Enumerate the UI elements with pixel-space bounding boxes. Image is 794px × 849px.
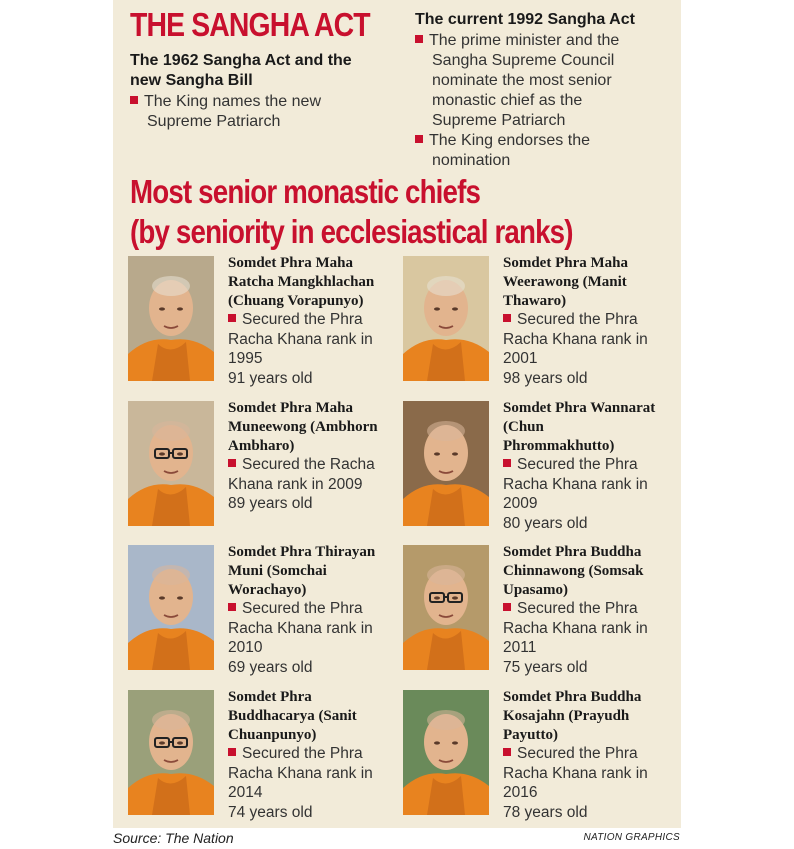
bullet-square xyxy=(228,748,236,756)
chief-name-line: Ratcha Mangkhlachan xyxy=(228,274,375,290)
chief-name-line: Kosajahn (Prayudh xyxy=(503,708,630,724)
chief-name-line: Muni (Somchai xyxy=(228,563,327,579)
source-note: Source: The Nation xyxy=(113,830,234,846)
bullet-square xyxy=(503,603,511,611)
chief-name-line: Chuanpunyo) xyxy=(228,727,317,743)
chief-name-line: Upasamo) xyxy=(503,582,569,598)
bullet-square xyxy=(228,459,236,467)
chief-detail-line: 2014 xyxy=(228,784,263,801)
chief-detail-line: 2010 xyxy=(228,639,263,656)
chief-age: 80 years old xyxy=(503,514,588,532)
portrait-elderly-monk xyxy=(128,256,214,381)
chief-name-line: Ambharo) xyxy=(228,438,295,454)
bullet-square xyxy=(415,135,423,143)
bullet-square xyxy=(503,748,511,756)
portrait-elderly-monk xyxy=(403,256,489,381)
chief-name-line: Somdet Phra Buddha xyxy=(503,689,642,705)
chief-name-line: (Chuang Vorapunyo) xyxy=(228,293,364,309)
bullet-square xyxy=(503,459,511,467)
bullet-square xyxy=(415,35,423,43)
portrait-monk xyxy=(403,401,489,526)
chief-name-line: Chinnawong (Somsak xyxy=(503,563,644,579)
bullet-square xyxy=(503,314,511,322)
chief-age: 69 years old xyxy=(228,658,313,676)
title-line: (by seniority in ecclesiastical ranks) xyxy=(130,213,573,250)
chief-name-line: Phrommakhutto) xyxy=(503,438,615,454)
chief-age: 91 years old xyxy=(228,369,313,387)
chief-detail xyxy=(503,310,703,388)
chief-name xyxy=(228,543,428,600)
section-heading-1992: The current 1992 Sangha Act xyxy=(415,11,635,28)
bullet-text: The prime minister and the xyxy=(429,32,620,49)
chief-detail-line: Secured the Phra xyxy=(503,310,703,330)
chief-age: 74 years old xyxy=(228,803,313,821)
chief-detail xyxy=(228,599,428,677)
graphics-credit: NATION GRAPHICS xyxy=(583,832,680,843)
chief-name-line: Somdet Phra Maha xyxy=(228,255,353,271)
chief-name-line: Somdet Phra Maha xyxy=(503,255,628,271)
chief-name xyxy=(228,254,428,311)
chief-detail-line: Racha Khana rank in xyxy=(228,619,373,637)
bullet-square xyxy=(228,603,236,611)
chief-detail-line: Secured the Phra xyxy=(503,455,703,475)
portrait-monk-glasses xyxy=(128,690,214,815)
bullet-1992-nominate xyxy=(415,31,619,171)
bullet-square xyxy=(130,96,138,104)
chief-detail-line: 2016 xyxy=(503,784,538,801)
chief-name-line: Somdet Phra Maha xyxy=(228,400,353,416)
bullet-square xyxy=(228,314,236,322)
chief-name-line: Somdet Phra Thirayan xyxy=(228,544,376,560)
chief-name xyxy=(503,399,703,456)
chief-detail-line: 1995 xyxy=(228,350,263,367)
page-title: THE SANGHA ACT xyxy=(130,6,370,43)
chief-detail xyxy=(503,744,703,822)
chief-detail-line: Racha Khana rank in xyxy=(503,330,648,348)
chief-name-line: Payutto) xyxy=(503,727,558,743)
chief-name xyxy=(228,688,428,745)
chief-detail-line: 2009 xyxy=(503,495,538,512)
bullet-text: Supreme Patriarch xyxy=(147,113,281,130)
chief-detail-line: Secured the Phra xyxy=(228,744,428,764)
chief-name-line: Weerawong (Manit xyxy=(503,274,627,290)
chief-name-line: Worachayo) xyxy=(228,582,307,598)
chief-age: 98 years old xyxy=(503,369,588,387)
bullet-1962 xyxy=(130,92,321,132)
heading-line: The 1962 Sangha Act and the xyxy=(130,52,352,69)
chief-detail-line: Racha Khana rank in xyxy=(228,330,373,348)
title-line: Most senior monastic chiefs xyxy=(130,173,481,210)
chief-name-line: Thawaro) xyxy=(503,293,567,309)
bullet-text: nomination xyxy=(432,152,511,169)
chief-detail-line: Secured the Phra xyxy=(503,599,703,619)
bullet-text: Supreme Patriarch xyxy=(432,112,566,129)
chief-detail xyxy=(503,455,703,533)
chief-detail-line: Secured the Phra xyxy=(228,599,428,619)
chief-detail-line: Racha Khana rank in xyxy=(503,619,648,637)
chief-name-line: Buddhacarya (Sanit xyxy=(228,708,357,724)
portrait-monk xyxy=(403,690,489,815)
bullet-text: Sangha Supreme Council xyxy=(432,52,615,69)
chief-detail-line: Khana rank in 2009 xyxy=(228,475,363,493)
chief-age: 75 years old xyxy=(503,658,588,676)
portrait-monk-glasses xyxy=(403,545,489,670)
chief-name-line: Muneewong (Ambhorn xyxy=(228,419,378,435)
heading-line: new Sangha Bill xyxy=(130,72,253,89)
bullet-text: nominate the most senior xyxy=(432,72,612,89)
chief-name-line: Somdet Phra xyxy=(228,689,312,705)
portrait-monk-glasses xyxy=(128,401,214,526)
chief-detail xyxy=(228,310,428,388)
bullet-text: The King names the new xyxy=(144,93,321,110)
section-heading-1962 xyxy=(130,51,352,91)
chief-age: 89 years old xyxy=(228,495,313,512)
chief-detail-line: Secured the Phra xyxy=(503,744,703,764)
chief-detail-line: Secured the Racha xyxy=(228,455,428,475)
chief-detail-line: Racha Khana rank in xyxy=(228,764,373,782)
chief-name-line: (Chun xyxy=(503,419,544,435)
chief-age: 78 years old xyxy=(503,803,588,821)
chief-detail xyxy=(228,744,428,822)
chiefs-section-title xyxy=(130,172,573,252)
chief-name xyxy=(503,254,703,311)
chief-detail xyxy=(503,599,703,677)
portrait-monk xyxy=(128,545,214,670)
bullet-text: The King endorses the xyxy=(429,132,590,149)
chief-name xyxy=(503,688,703,745)
chief-detail-line: Racha Khana rank in xyxy=(503,475,648,493)
chief-name-line: Somdet Phra Wannarat xyxy=(503,400,656,416)
chief-name-line: Somdet Phra Buddha xyxy=(503,544,642,560)
chief-detail-line: 2001 xyxy=(503,350,538,367)
bullet-text: monastic chief as the xyxy=(432,92,583,109)
chief-detail-line: Secured the Phra xyxy=(228,310,428,330)
chief-name xyxy=(228,399,428,456)
chief-detail-line: Racha Khana rank in xyxy=(503,764,648,782)
chief-name xyxy=(503,543,703,600)
chief-detail xyxy=(228,455,428,514)
chief-detail-line: 2011 xyxy=(503,639,537,656)
